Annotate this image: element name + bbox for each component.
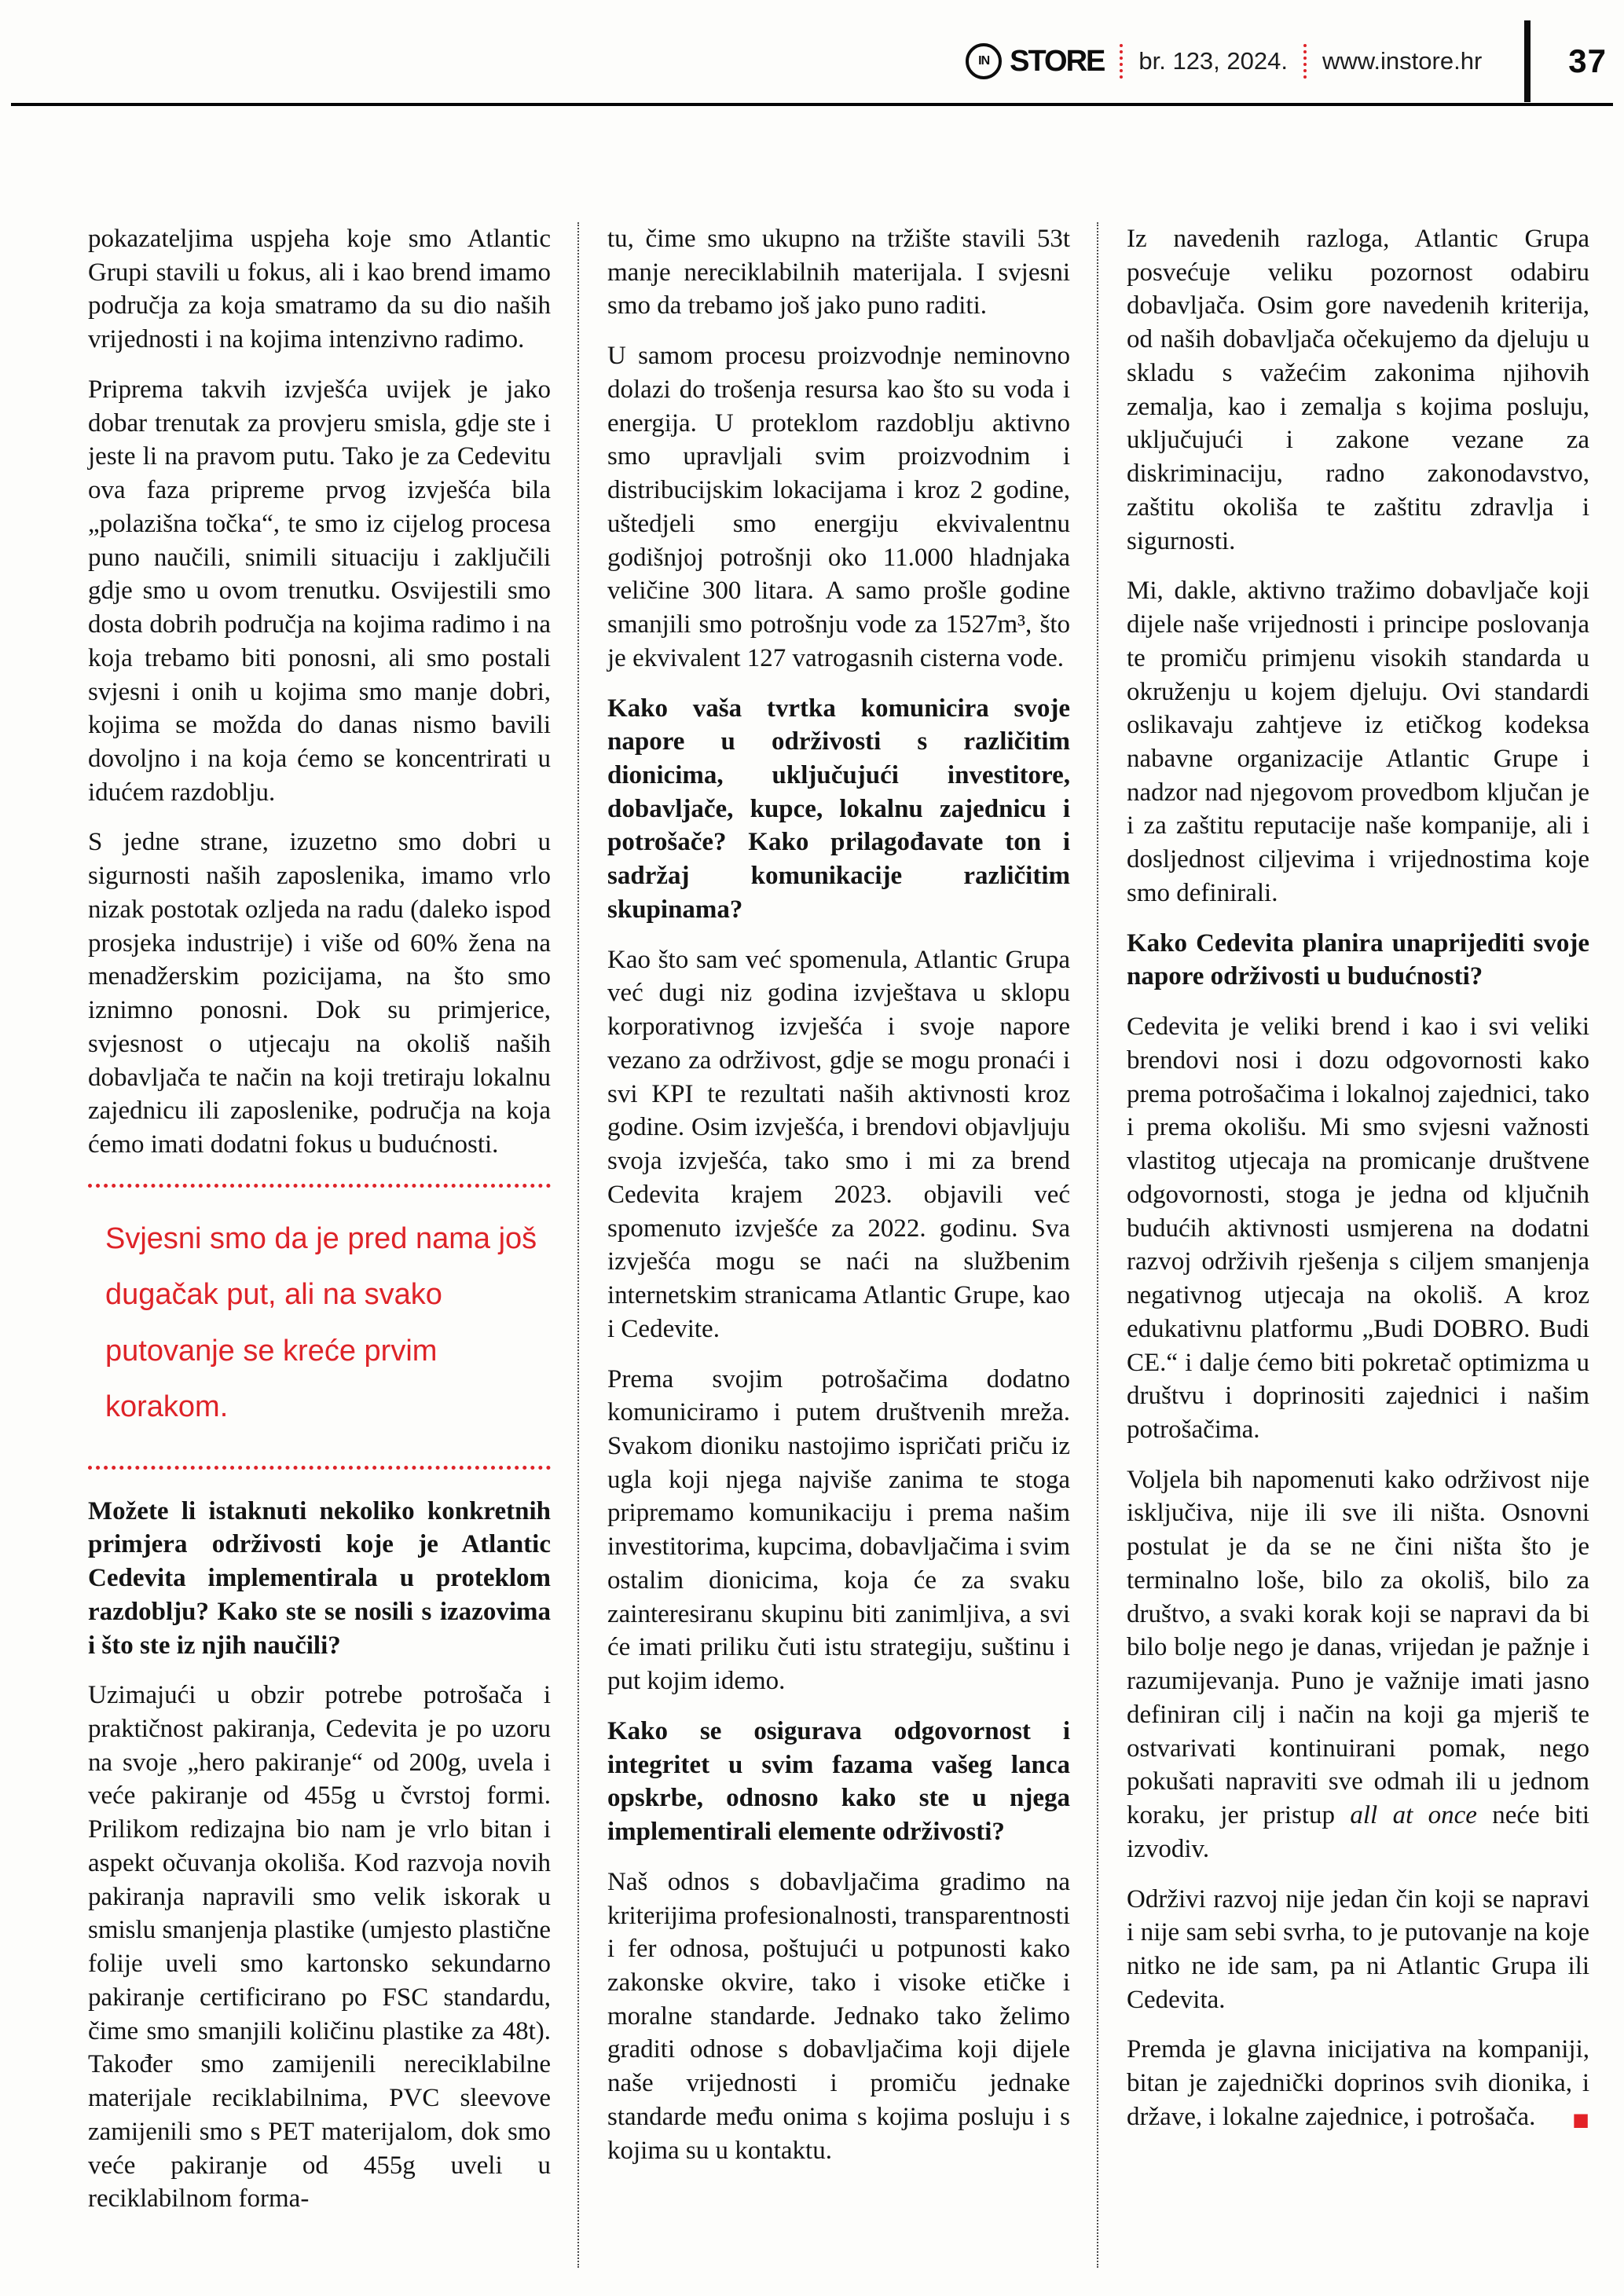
paragraph xyxy=(1127,1463,1589,1866)
paragraph: Kao što sam već spomenula, Atlantic Grupa već dugi niz godina izvještava u sklopu korporativnog izvješća i svoje napore vezano za održivost, gdje se mogu pronaći i svi KPI te rezultati naših aktivnosti kroz godine. Osim izvješća, i brendovi objavljuju svoja izvješća, tako smo i mi za brend Cedevita krajem 2023. objavili već spomenuto izvješće za 2022. godinu. Sva izvješća mogu se naći na službenim internetskim stranicama Atlantic Grupe, kao i Cedevite. xyxy=(607,945,1070,1343)
top-rule xyxy=(11,103,1613,106)
header-divider-bar xyxy=(1524,20,1531,102)
store-wordmark: STORE xyxy=(1010,44,1105,78)
paragraph-text: Voljela bih napomenuti kako održivost nije isključiva, nije ili sve ili ništa. Osnovni postulat je da se ne čini ništa što je terminalno loše, bilo za okoliš, bilo za društvo, a svaki korak koji se napravi da bi bilo bolje nego je danas, vrijedan je pažnje i razumijevanja. Puno je važnije imati jasno definiran cilj i način na koji ga mjeriš te ostvarivati kontinuirani pomak, nego pokušati napraviti sve odmah ili u jednom koraku, jer pristup xyxy=(1127,1465,1589,1830)
paragraph: S jedne strane, izuzetno smo dobri u sigurnosti naših zaposlenika, imamo vrlo nizak postotak ozljeda na radu (daleko ispod prosjeka industrije) i više od 60% žena na menadžerskim pozicijama, na što smo iznimno ponosni. Dok su primjerice, svjesnost o utjecaju na okoliš naših dobavljača te način na koji tretiraju lokalnu zajednicu ili zaposlenike, područja na koja ćemo imati dodatni fokus u budućnosti. xyxy=(88,828,551,1159)
instore-logo-icon: IN xyxy=(966,43,1002,79)
interview-question: Kako se osigurava odgovornost i integritet u svim fazama vašeg lanca opskrbe, odnosno kako ste u njega implementirali elemente održivosti? xyxy=(607,1716,1070,1847)
paragraph: Prema svojim potrošačima dodatno komuniciramo i putem društvenih mreža. Svakom dioniku nastojimo ispričati priču iz ugla koji njega najviše zanima te stoga pripremamo komunikaciju i prema našim investitorima, kupcima, dobavljačima i svim ostalim dionicima, koja će za svaku zainteresiranu skupinu biti zanimljiva, a svi će imati priliku čuti istu strategiju, suštinu i put kojim idemo. xyxy=(607,1364,1070,1696)
red-dotted-separator xyxy=(1120,44,1123,79)
paragraph-text: Premda je glavna inicijativa na kompaniji, bitan je zajednički doprinos svih dionika, i države, i lokalne zajednice, i potrošača. xyxy=(1127,2035,1589,2131)
page-number: 37 xyxy=(1568,42,1607,79)
paragraph: U samom procesu proizvodnje neminovno dolazi do trošenja resursa kao što su voda i energija. U proteklom razdoblju aktivno smo upravljali svim proizvodnim i distribucijskim lokacijama i kroz 2 godine, uštedjeli smo energiju ekvivalentnu godišnjoj potrošnji oko 11.000 hladnjaka veličine 300 litara. A samo prošle godine smanjili smo potrošnju vode za 1527m³, što je ekvivalent 127 vatrogasnih cisterna vode. xyxy=(607,342,1070,672)
italic-phrase: all at once xyxy=(1350,1801,1477,1830)
issue-label: br. 123, 2024. xyxy=(1138,47,1288,75)
column-3 xyxy=(1097,222,1589,2268)
paragraph xyxy=(1127,2033,1589,2136)
column-1 xyxy=(88,222,551,2268)
red-dotted-separator xyxy=(1303,44,1307,79)
paragraph: Cedevita je veliki brend i kao i svi veliki brendovi nosi i dozu odgovornosti kako prema potrošačima i lokalnoj zajednici, tako i prema okolišu. Mi smo svjesni važnosti vlastitog utjecaja na promicanje društvene odgovornosti, stoga je jedna od ključnih budućih aktivnosti usmjerena na dodatni razvoj održivih rješenja s ciljem smanjenja negativnog utjecaja na okoliš. A kroz edukativnu platformu „Budi DOBRO. Budi CE.“ i dalje ćemo biti pokretač optimizma u društvu i doprinositi zajednici i našim potrošačima. xyxy=(1127,1013,1589,1444)
page-header xyxy=(966,20,1607,102)
paragraph: Iz navedenih razloga, Atlantic Grupa posvećuje veliku pozornost odabiru dobavljača. Osim gore navedenih kriterija, od naših dobavljača očekujemo da djeluju u skladu s važećim zakonima njihovih zemalja, kao i zemalja s kojima posluju, uključujući i zakone vezane za diskriminaciju, radno zakonodavstvo, zaštitu okoliša te zaštitu zdravlja i sigurnosti. xyxy=(1127,225,1589,555)
paragraph: Održivi razvoj nije jedan čin koji se napravi i nije sam sebi svrha, to je putovanje na koje nitko ne ide sam, pa ni Atlantic Grupa ili Cedevita. xyxy=(1127,1884,1589,2014)
article-end-marker: ■ xyxy=(1572,2104,1589,2136)
paragraph: Mi, dakle, aktivno tražimo dobavljače koji dijele naše vrijednosti i principe poslovanja te promiču primjenu visokih standarda u okruženju u kojem djeluju. Ovi standardi oslikavaju zahtjeve iz etičkog kodeksa nabavne organizacije Atlantic Grupe i nadzor nad njegovom provedbom ključan je i za zaštitu reputacije naše kompanije, ali i dosljednost ciljevima i vrijednostima koje smo definirali. xyxy=(1127,577,1589,907)
paragraph: Naš odnos s dobavljačima gradimo na kriterijima profesionalnosti, transparentnosti i fer odnosa, poštujući u potpunosti kako zakonske okvire, tako i visoke etičke i moralne standarde. Jednako tako želimo graditi odnose s dobavljačima koji dijele naše vrijednosti i promiču jednake standarde među onima s kojima posluju i s kojima su u kontaktu. xyxy=(607,1867,1070,2165)
interview-question: Kako Cedevita planira unaprijediti svoje napore održivosti u budućnosti? xyxy=(1127,928,1589,991)
paragraph: Priprema takvih izvješća uvijek je jako dobar trenutak za provjeru smisla, gdje ste i jeste li na pravom putu. Tako je za Cedevitu ova faza pripreme prvog izvješća bila „polazišna točka“, te smo iz cijelog procesa puno naučili, snimili situaciju i zaključili gdje smo u ovom trenutku. Osvijestili smo dosta dobrih područja na kojima radimo i na koja trebamo biti ponosni, ali smo postali svjesni i onih u kojima smo manje dobri, kojima se možda do danas nismo bavili dovoljno i na koja ćemo se koncentrirati u idućem razdoblju. xyxy=(88,375,551,807)
interview-question: Možete li istaknuti nekoliko konkretnih primjera održivosti koje je Atlantic Cedevita implementirala u proteklom razdoblju? Kako ste se nosili s izazovima i što ste iz njih naučili? xyxy=(88,1496,551,1660)
website-label: www.instore.hr xyxy=(1322,47,1483,75)
pull-quote: Svjesni smo da je pred nama još dugačak put, ali na svako putovanje se kreće prvim korakom. xyxy=(88,1184,551,1470)
paragraph: Uzimajući u obzir potrebe potrošača i praktičnost pakiranja, Cedevita je po uzoru na svoje „hero pakiranje“ od 200g, uvela i veće pakiranje od 455g u čvrstoj formi. Prilikom redizajna bio nam je vrlo bitan i aspekt očuvanja okoliša. Kod razvoja novih pakiranja napravili smo velik iskorak u smislu smanjenja plastike (umjesto plastične folije uveli smo kartonsko sekundarno pakiranje certificirano po FSC standardu, čime smo smanjili količinu plastike za 48t). Također smo zamijenili nereciklabilne materijale reciklabilnima, PVC sleevove zamijenili smo s PET materijalom, dok smo veće pakiranje od 455g uveli u reciklabilnom forma- xyxy=(88,1681,551,2214)
article-columns xyxy=(88,222,1589,2268)
paragraph: tu, čime smo ukupno na tržište stavili 53t manje nereciklabilnih materijala. I svjesni smo da trebamo još jako puno raditi. xyxy=(607,225,1070,320)
paragraph-text: neće biti izvodiv. xyxy=(1127,1801,1589,1863)
paragraph: pokazateljima uspjeha koje smo Atlantic Grupi stavili u fokus, ali i kao brend imamo područja za koja smatramo da su dio naših vrijednosti i na kojima intenzivno radimo. xyxy=(88,225,551,354)
column-2 xyxy=(577,222,1070,2268)
interview-question: Kako vaša tvrtka komunicira svoje napore u održivosti s različitim dionicima, uključujući investitore, dobavljače, kupce, lokalnu zajednicu i potrošače? Kako prilagođavate ton i sadržaj komunikacije različitim skupinama? xyxy=(607,694,1070,924)
